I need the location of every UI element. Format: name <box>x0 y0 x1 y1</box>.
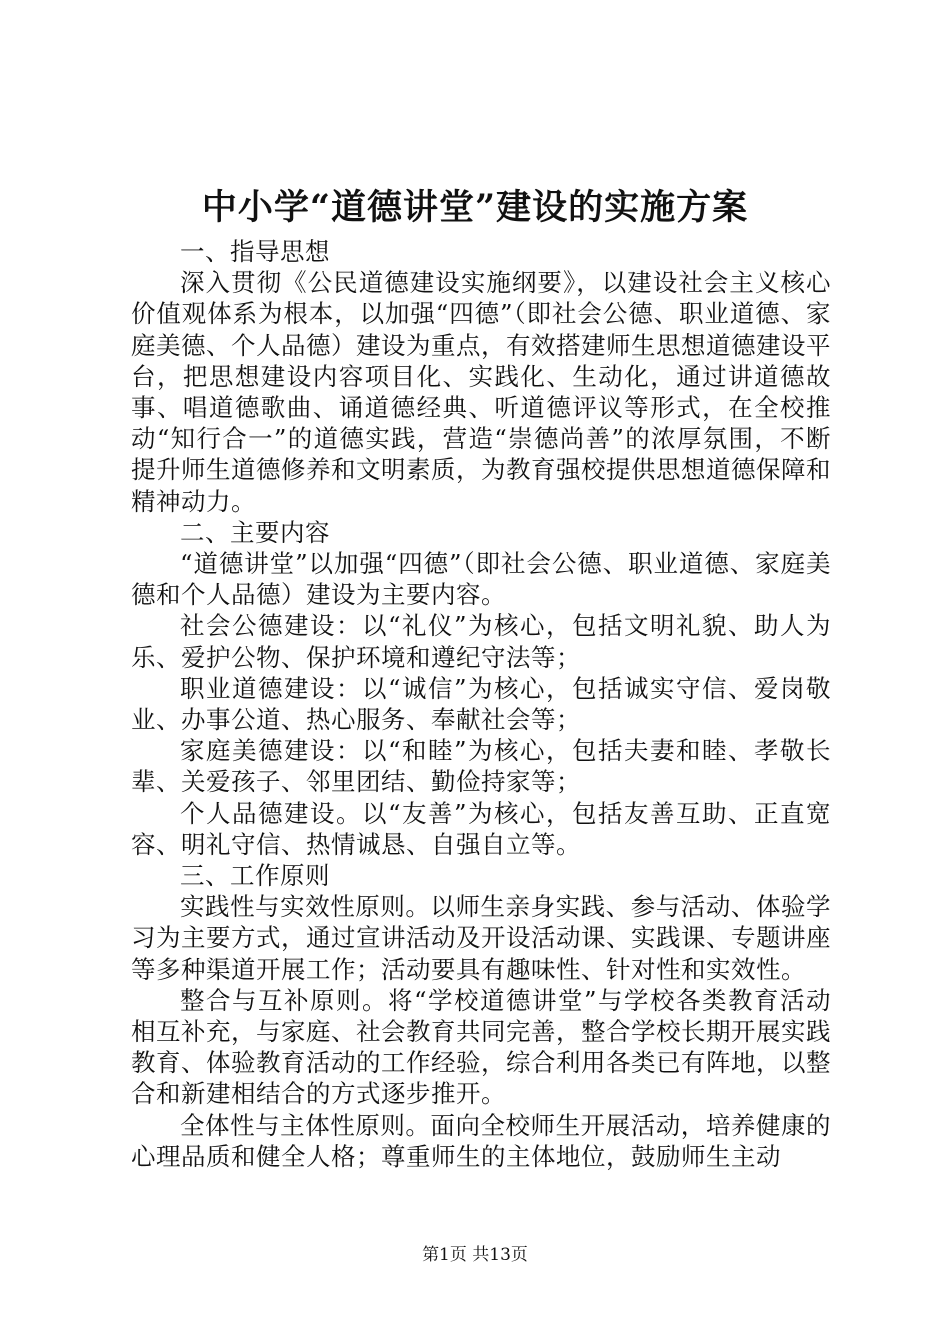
page-number: 第1页 共13页 <box>422 1245 528 1265</box>
paragraph-personal-character: 个人品德建设。以“友善”为核心，包括友善互助、正直宽容、明礼守信、热情诚恳、自强自立等。 <box>131 798 831 859</box>
paragraph-subjectivity-principle: 全体性与主体性原则。面向全校师生开展活动，培养健康的心理品质和健全人格；尊重师生的主体地位，鼓励师生主动 <box>131 1110 831 1171</box>
paragraph-family-virtue: 家庭美德建设：以“和睦”为核心，包括夫妻和睦、孝敬长辈、关爱孩子、邻里团结、勤俭持家等； <box>131 736 831 797</box>
paragraph-practicality-principle: 实践性与实效性原则。以师生亲身实践、参与活动、体验学习为主要方式，通过宣讲活动及开设活动课、实践课、专题讲座等多种渠道开展工作；活动要具有趣味性、针对性和实效性。 <box>131 892 831 984</box>
section-heading-work-principles: 三、工作原则 <box>180 861 330 891</box>
document-body <box>131 236 831 1172</box>
section-heading-main-content: 二、主要内容 <box>180 517 330 547</box>
paragraph-integration-principle: 整合与互补原则。将“学校道德讲堂”与学校各类教育活动相互补充，与家庭、社会教育共同完善，整合学校长期开展实践教育、体验教育活动的工作经验，综合利用各类已有阵地，以整合和新建相结合的方式逐步推开。 <box>131 985 831 1109</box>
paragraph-professional-ethics: 职业道德建设：以“诚信”为核心，包括诚实守信、爱岗敬业、办事公道、热心服务、奉献社会等； <box>131 673 831 735</box>
paragraph-social-morality: 社会公德建设：以“礼仪”为核心，包括文明礼貌、助人为乐、爱护公物、保护环境和遵纪守法等； <box>131 611 831 672</box>
paragraph-main-content-intro: “道德讲堂”以加强“四德”（即社会公德、职业道德、家庭美德和个人品德）建设为主要内容。 <box>131 549 831 610</box>
page-title: 中小学“道德讲堂”建设的实施方案 <box>201 187 749 228</box>
paragraph-guiding-ideology: 深入贯彻《公民道德建设实施纲要》，以建设社会主义核心价值观体系为根本，以加强“四德”（即社会公德、职业道德、家庭美德、个人品德）建设为重点，有效搭建师生思想道德建设平台，把思想建设内容项目化、实践化、生动化，通过讲道德故事、唱道德歌曲、诵道德经典、听道德评议等形式，在全校推动“知行合一”的道德实践，营造“崇德尚善”的浓厚氛围，不断提升师生道德修养和文明素质，为教育强校提供思想道德保障和精神动力。 <box>131 268 831 516</box>
section-heading-guiding-ideology: 一、指导思想 <box>180 237 330 266</box>
